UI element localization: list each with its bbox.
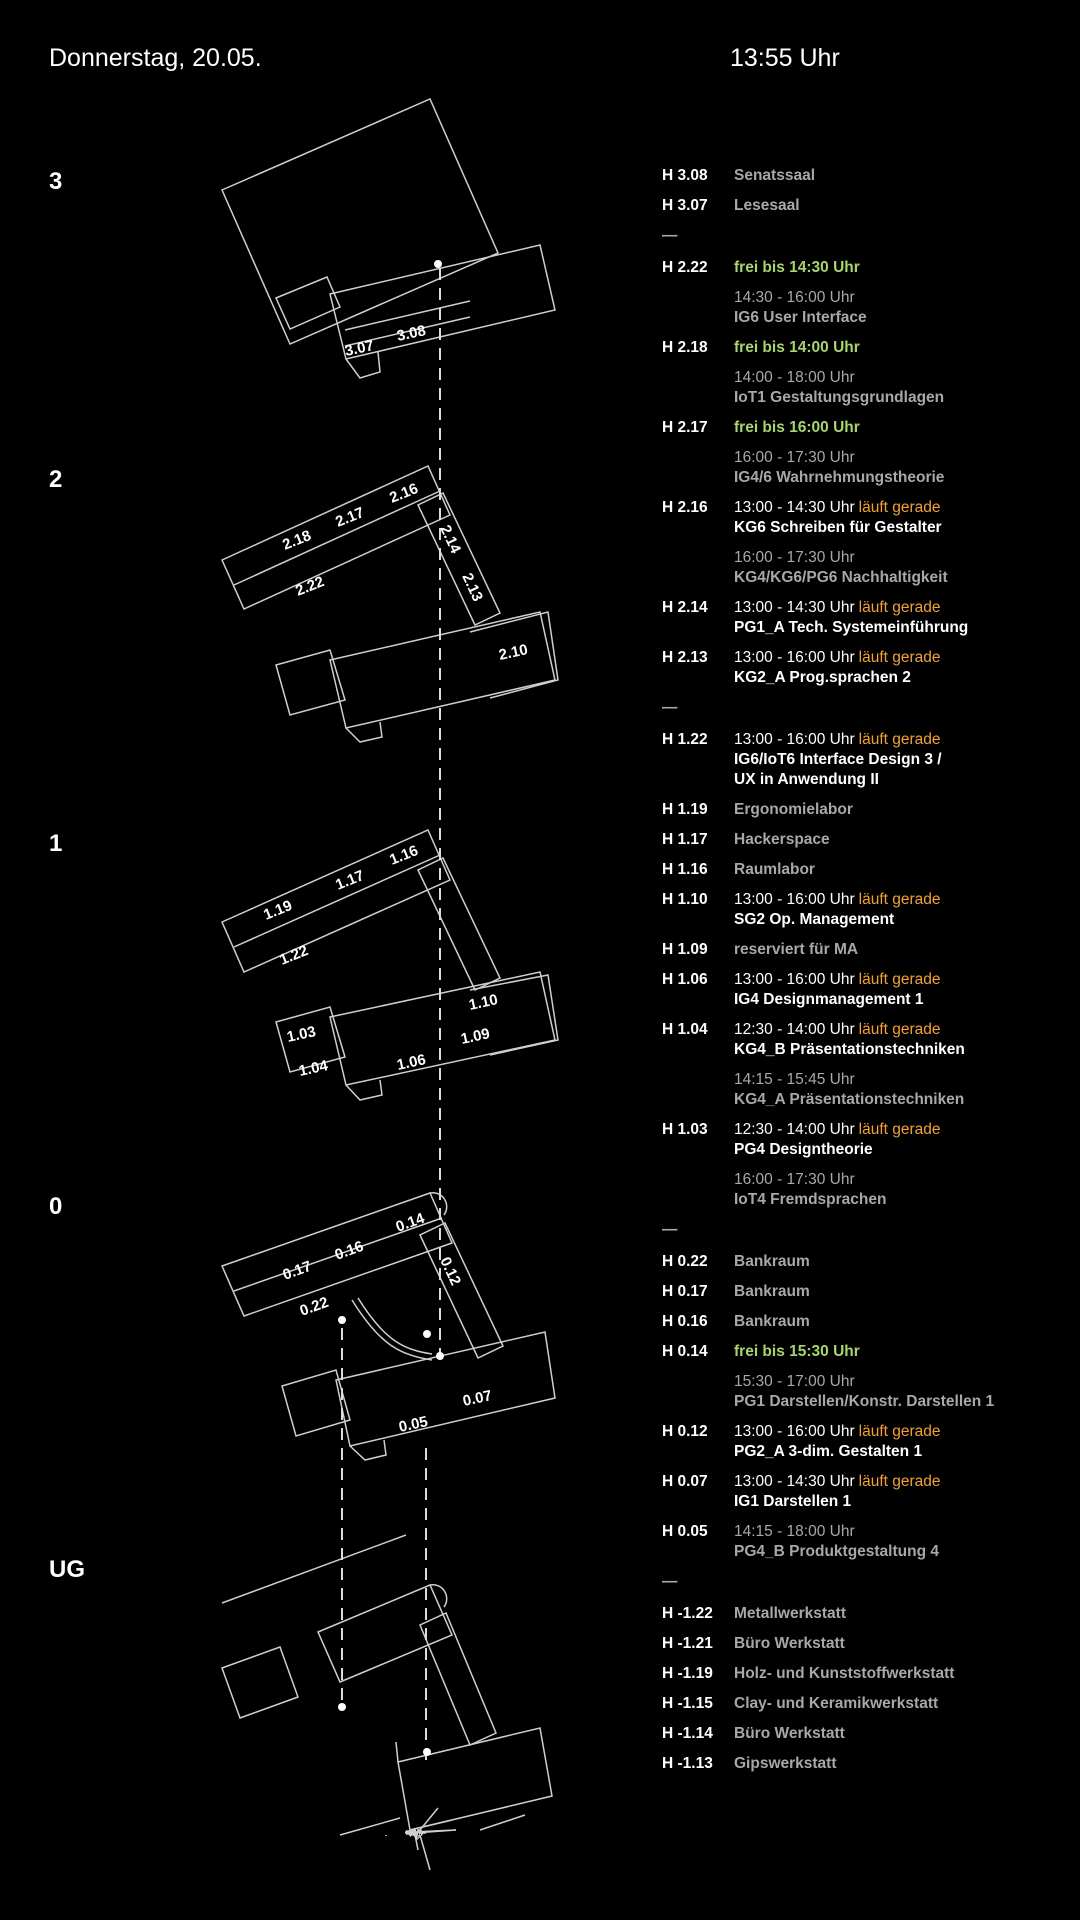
room-entry — [662, 258, 1072, 278]
detail-line — [734, 548, 1072, 568]
room-details — [734, 1694, 1072, 1714]
detail-line — [734, 830, 1072, 850]
course-later-text: KG4/KG6/PG6 Nachhaltigkeit — [734, 569, 948, 586]
date-label: Donnerstag, 20.05. — [49, 44, 262, 72]
time-text: 14:15 - 15:45 Uhr — [734, 1071, 855, 1088]
plan-label: 1.22 — [277, 942, 311, 969]
detail-line — [734, 1422, 1072, 1442]
room-entry-continuation — [662, 368, 1072, 408]
separator-dash: — — [662, 227, 678, 244]
room-entry — [662, 196, 1072, 216]
course-now-text: IG4 Designmanagement 1 — [734, 991, 924, 1008]
room-details — [734, 498, 1072, 538]
room-entry — [662, 648, 1072, 688]
time-text: 15:30 - 17:00 Uhr — [734, 1373, 855, 1390]
course-now-text: KG6 Schreiben für Gestalter — [734, 519, 942, 536]
time-now-text: 13:00 - 14:30 Uhr — [734, 599, 855, 616]
detail-line — [734, 308, 1072, 328]
plan-label: 0.07 — [461, 1387, 494, 1410]
course-later-text: IoT4 Fremdsprachen — [734, 1191, 887, 1208]
detail-line — [734, 598, 1072, 618]
gray-text: Hackerspace — [734, 831, 830, 848]
time-now-text: 13:00 - 14:30 Uhr — [734, 499, 855, 516]
time-now-text: 12:30 - 14:00 Uhr — [734, 1021, 855, 1038]
floor-plan-3 — [222, 99, 555, 378]
plan-label: 3.07 — [343, 337, 376, 360]
detail-line — [734, 1372, 1072, 1392]
room-entry — [662, 166, 1072, 186]
running-now-tag: läuft gerade — [858, 499, 941, 516]
room-entry — [662, 1694, 1072, 1714]
marker-dot — [423, 1330, 431, 1338]
plan-label: 2.10 — [497, 641, 530, 664]
plan-label: 0.16 — [332, 1237, 366, 1264]
room-id: H -1.19 — [662, 1665, 713, 1682]
running-now-tag: läuft gerade — [858, 1473, 941, 1490]
running-now-tag: läuft gerade — [858, 731, 941, 748]
detail-line — [734, 1694, 1072, 1714]
running-now-tag: läuft gerade — [858, 1021, 941, 1038]
course-now-text: PG4 Designtheorie — [734, 1141, 873, 1158]
room-details — [734, 598, 1072, 638]
free-text: frei bis 14:00 Uhr — [734, 339, 860, 356]
gray-text: Büro Werkstatt — [734, 1635, 845, 1652]
room-details — [734, 1282, 1072, 1302]
room-id: H 1.04 — [662, 1021, 708, 1038]
room-entry — [662, 418, 1072, 438]
detail-line — [734, 970, 1072, 990]
room-id: H 3.08 — [662, 167, 708, 184]
plan-label: 2.13 — [458, 570, 487, 605]
marker-dot — [338, 1316, 346, 1324]
room-entry — [662, 1252, 1072, 1272]
room-entry-continuation — [662, 1372, 1072, 1412]
time-now-text: 13:00 - 14:30 Uhr — [734, 1473, 855, 1490]
gray-text: Raumlabor — [734, 861, 815, 878]
room-id: H 1.10 — [662, 891, 708, 908]
room-id: H 0.12 — [662, 1423, 708, 1440]
course-later-text: IG4/6 Wahrnehmungstheorie — [734, 469, 945, 486]
detail-line — [734, 1604, 1072, 1624]
plan-label: 0.12 — [436, 1254, 465, 1289]
room-id: H 1.09 — [662, 941, 708, 958]
time-now-text: 13:00 - 16:00 Uhr — [734, 891, 855, 908]
room-details — [734, 1252, 1072, 1272]
room-entry — [662, 1634, 1072, 1654]
room-id — [662, 1070, 734, 1110]
room-details — [734, 940, 1072, 960]
detail-line — [734, 1392, 1072, 1412]
detail-line — [734, 1342, 1072, 1362]
room-entry — [662, 1422, 1072, 1462]
detail-line — [734, 648, 1072, 668]
gray-text: Lesesaal — [734, 197, 800, 214]
room-id: H -1.14 — [662, 1725, 713, 1742]
gray-text: Büro Werkstatt — [734, 1725, 845, 1742]
detail-line — [734, 1522, 1072, 1542]
detail-line — [734, 1020, 1072, 1040]
free-text: frei bis 15:30 Uhr — [734, 1343, 860, 1360]
detail-line — [734, 518, 1072, 538]
detail-line — [734, 668, 1072, 688]
room-details — [734, 1170, 1072, 1210]
room-id — [662, 448, 734, 488]
course-now-text: KG4_B Präsentationstechniken — [734, 1041, 965, 1058]
detail-line — [734, 1090, 1072, 1110]
floor-label-ug: UG — [49, 1556, 85, 1583]
detail-line — [734, 1252, 1072, 1272]
detail-line — [734, 890, 1072, 910]
separator-dash: — — [662, 1573, 678, 1590]
room-id: H 1.16 — [662, 861, 708, 878]
course-now-text: UX in Anwendung II — [734, 771, 879, 788]
detail-line — [734, 1070, 1072, 1090]
course-now-text: PG2_A 3-dim. Gestalten 1 — [734, 1443, 923, 1460]
detail-line — [734, 1120, 1072, 1140]
plan-label: 0.17 — [280, 1257, 314, 1284]
detail-line — [734, 860, 1072, 880]
time-text: 16:00 - 17:30 Uhr — [734, 1171, 855, 1188]
running-now-tag: läuft gerade — [858, 649, 941, 666]
detail-line — [734, 1664, 1072, 1684]
detail-line — [734, 1282, 1072, 1302]
detail-line — [734, 196, 1072, 216]
room-entry — [662, 890, 1072, 930]
room-details — [734, 830, 1072, 850]
room-entry — [662, 1472, 1072, 1512]
room-entry — [662, 800, 1072, 820]
plan-label: 1.04 — [297, 1057, 330, 1080]
plan-label: 2.14 — [436, 522, 465, 557]
course-later-text: PG4_B Produktgestaltung 4 — [734, 1543, 939, 1560]
plan-label: 2.17 — [333, 504, 367, 531]
time-now-text: 13:00 - 16:00 Uhr — [734, 971, 855, 988]
room-entry — [662, 1312, 1072, 1332]
room-details — [734, 196, 1072, 216]
room-entry — [662, 338, 1072, 358]
detail-line — [734, 730, 1072, 750]
course-now-text: KG2_A Prog.sprachen 2 — [734, 669, 911, 686]
section-separator — [662, 698, 1072, 718]
plan-label: 0.14 — [393, 1209, 427, 1236]
detail-line — [734, 498, 1072, 518]
room-details — [734, 368, 1072, 408]
room-id: H 1.06 — [662, 971, 708, 988]
room-details — [734, 1664, 1072, 1684]
room-id — [662, 1170, 734, 1210]
gray-text: Holz- und Kunststoffwerkstatt — [734, 1665, 955, 1682]
room-entry — [662, 730, 1072, 790]
course-later-text: IoT1 Gestaltungsgrundlagen — [734, 389, 945, 406]
room-id: H 1.19 — [662, 801, 708, 818]
running-now-tag: läuft gerade — [858, 891, 941, 908]
detail-line — [734, 1170, 1072, 1190]
room-id: H 2.22 — [662, 259, 708, 276]
room-details — [734, 288, 1072, 328]
room-details — [734, 1604, 1072, 1624]
room-details — [734, 1724, 1072, 1744]
room-id: H -1.21 — [662, 1635, 713, 1652]
running-now-tag: läuft gerade — [858, 599, 941, 616]
plan-label: 1.10 — [467, 991, 500, 1014]
section-separator — [662, 1220, 1072, 1240]
room-details — [734, 548, 1072, 588]
room-id: H 2.17 — [662, 419, 708, 436]
time-text: 14:15 - 18:00 Uhr — [734, 1523, 855, 1540]
room-details — [734, 1342, 1072, 1362]
room-schedule-list — [662, 166, 1072, 1784]
time-text: 14:00 - 18:00 Uhr — [734, 369, 855, 386]
course-now-text: IG1 Darstellen 1 — [734, 1493, 852, 1510]
room-details — [734, 338, 1072, 358]
plan-label: 2.16 — [387, 480, 421, 507]
floor-label-2: 2 — [49, 466, 63, 493]
course-later-text: KG4_A Präsentationstechniken — [734, 1091, 965, 1108]
room-entry-continuation — [662, 448, 1072, 488]
time-text: 14:30 - 16:00 Uhr — [734, 289, 855, 306]
room-entry-continuation — [662, 1170, 1072, 1210]
room-details — [734, 890, 1072, 930]
time-now-text: 13:00 - 16:00 Uhr — [734, 649, 855, 666]
gray-text: Bankraum — [734, 1313, 810, 1330]
room-entry-continuation — [662, 1070, 1072, 1110]
time-now-text: 12:30 - 14:00 Uhr — [734, 1121, 855, 1138]
floor-plan-0 — [222, 1193, 555, 1460]
detail-line — [734, 1140, 1072, 1160]
detail-line — [734, 1472, 1072, 1492]
running-now-tag: läuft gerade — [858, 1423, 941, 1440]
room-id: H 0.14 — [662, 1343, 708, 1360]
plan-label: 1.06 — [395, 1051, 428, 1074]
course-later-text: IG6 User Interface — [734, 309, 867, 326]
detail-line — [734, 418, 1072, 438]
plan-label: 3.08 — [395, 322, 428, 345]
floor-label-1: 1 — [49, 830, 63, 857]
detail-line — [734, 1634, 1072, 1654]
room-details — [734, 1312, 1072, 1332]
room-details — [734, 1522, 1072, 1562]
detail-line — [734, 258, 1072, 278]
detail-line — [734, 288, 1072, 308]
floor-label-3: 3 — [49, 168, 63, 195]
room-id — [662, 548, 734, 588]
room-details — [734, 970, 1072, 1010]
marker-dot — [434, 260, 442, 268]
room-id: H 2.14 — [662, 599, 708, 616]
room-entry — [662, 1604, 1072, 1624]
marker-dot — [436, 1352, 444, 1360]
room-entry — [662, 1120, 1072, 1160]
detail-line — [734, 800, 1072, 820]
plan-label: 1.03 — [285, 1023, 318, 1046]
running-now-tag: läuft gerade — [858, 1121, 941, 1138]
room-id: H 0.22 — [662, 1253, 708, 1270]
room-details — [734, 1120, 1072, 1160]
detail-line — [734, 468, 1072, 488]
section-separator — [662, 226, 1072, 246]
room-details — [734, 730, 1072, 790]
room-id: H -1.15 — [662, 1695, 713, 1712]
room-entry — [662, 498, 1072, 538]
section-separator — [662, 1572, 1072, 1592]
plan-label: 2.22 — [293, 573, 327, 600]
course-now-text: PG1_A Tech. Systemeinführung — [734, 619, 969, 636]
room-details — [734, 448, 1072, 488]
room-entry — [662, 1522, 1072, 1562]
plan-label: 1.19 — [261, 897, 295, 924]
room-id: H 0.05 — [662, 1523, 708, 1540]
detail-line — [734, 618, 1072, 638]
room-details — [734, 1754, 1072, 1774]
room-id: H -1.22 — [662, 1605, 713, 1622]
plan-label: 0.05 — [397, 1413, 430, 1436]
detail-line — [734, 910, 1072, 930]
detail-line — [734, 338, 1072, 358]
gray-text: Clay- und Keramikwerkstatt — [734, 1695, 939, 1712]
floor-plan-ug — [222, 1535, 552, 1870]
room-entry — [662, 1754, 1072, 1774]
room-entry — [662, 598, 1072, 638]
detail-line — [734, 1724, 1072, 1744]
running-now-tag: läuft gerade — [858, 971, 941, 988]
room-id: H 2.13 — [662, 649, 708, 666]
detail-line — [734, 990, 1072, 1010]
time-now-text: 13:00 - 16:00 Uhr — [734, 731, 855, 748]
detail-line — [734, 940, 1072, 960]
free-text: frei bis 16:00 Uhr — [734, 419, 860, 436]
room-details — [734, 1020, 1072, 1060]
detail-line — [734, 1492, 1072, 1512]
room-id: H 0.16 — [662, 1313, 708, 1330]
gray-text: Bankraum — [734, 1253, 810, 1270]
room-entry — [662, 1282, 1072, 1302]
course-later-text: PG1 Darstellen/Konstr. Darstellen 1 — [734, 1393, 995, 1410]
separator-dash: — — [662, 699, 678, 716]
room-details — [734, 1634, 1072, 1654]
plan-label: 2.18 — [280, 527, 314, 554]
gray-text: Senatssaal — [734, 167, 815, 184]
room-id: H 1.22 — [662, 731, 708, 748]
gray-text: reserviert für MA — [734, 941, 859, 958]
room-details — [734, 1372, 1072, 1412]
room-id: H 2.18 — [662, 339, 708, 356]
time-now-text: 13:00 - 16:00 Uhr — [734, 1423, 855, 1440]
room-id — [662, 288, 734, 328]
room-entry — [662, 1342, 1072, 1362]
room-entry — [662, 1664, 1072, 1684]
plan-label: 0.22 — [297, 1293, 331, 1320]
floor-plan-2 — [222, 466, 558, 742]
room-entry — [662, 830, 1072, 850]
room-id: H -1.13 — [662, 1755, 713, 1772]
room-details — [734, 418, 1072, 438]
marker-dot — [423, 1748, 431, 1756]
room-id: H 1.03 — [662, 1121, 708, 1138]
room-id: H 3.07 — [662, 197, 708, 214]
room-id: H 1.17 — [662, 831, 708, 848]
room-id — [662, 1372, 734, 1412]
room-entry-continuation — [662, 288, 1072, 328]
marker-dot — [338, 1703, 346, 1711]
room-details — [734, 1472, 1072, 1512]
detail-line — [734, 1190, 1072, 1210]
gray-text: Metallwerkstatt — [734, 1605, 846, 1622]
detail-line — [734, 568, 1072, 588]
detail-line — [734, 750, 1072, 770]
detail-line — [734, 1040, 1072, 1060]
gray-text: Bankraum — [734, 1283, 810, 1300]
detail-line — [734, 1442, 1072, 1462]
detail-line — [734, 388, 1072, 408]
course-now-text: SG2 Op. Management — [734, 911, 895, 928]
detail-line — [734, 1754, 1072, 1774]
room-details — [734, 648, 1072, 688]
detail-line — [734, 448, 1072, 468]
room-details — [734, 860, 1072, 880]
room-id — [662, 368, 734, 408]
room-id: H 0.07 — [662, 1473, 708, 1490]
room-details — [734, 1070, 1072, 1110]
room-details — [734, 166, 1072, 186]
detail-line — [734, 770, 1072, 790]
room-details — [734, 258, 1072, 278]
detail-line — [734, 368, 1072, 388]
gray-text: Gipswerkstatt — [734, 1755, 837, 1772]
gray-text: Ergonomielabor — [734, 801, 853, 818]
time-text: 16:00 - 17:30 Uhr — [734, 549, 855, 566]
room-entry — [662, 860, 1072, 880]
plan-label: 1.16 — [387, 842, 421, 869]
room-id: H 2.16 — [662, 499, 708, 516]
room-details — [734, 800, 1072, 820]
detail-line — [734, 166, 1072, 186]
floor-label-0: 0 — [49, 1193, 63, 1220]
detail-line — [734, 1542, 1072, 1562]
course-now-text: IG6/IoT6 Interface Design 3 / — [734, 751, 942, 768]
separator-dash: — — [662, 1221, 678, 1238]
room-details — [734, 1422, 1072, 1462]
room-entry — [662, 1020, 1072, 1060]
detail-line — [734, 1312, 1072, 1332]
room-entry — [662, 1724, 1072, 1744]
room-id: H 0.17 — [662, 1283, 708, 1300]
clock-label: 13:55 Uhr — [730, 44, 840, 72]
floor-plan-1 — [222, 830, 558, 1100]
time-text: 16:00 - 17:30 Uhr — [734, 449, 855, 466]
room-entry-continuation — [662, 548, 1072, 588]
room-entry — [662, 940, 1072, 960]
free-text: frei bis 14:30 Uhr — [734, 259, 860, 276]
plan-label: 1.17 — [333, 867, 367, 894]
plan-label: 1.09 — [459, 1025, 492, 1048]
room-entry — [662, 970, 1072, 1010]
